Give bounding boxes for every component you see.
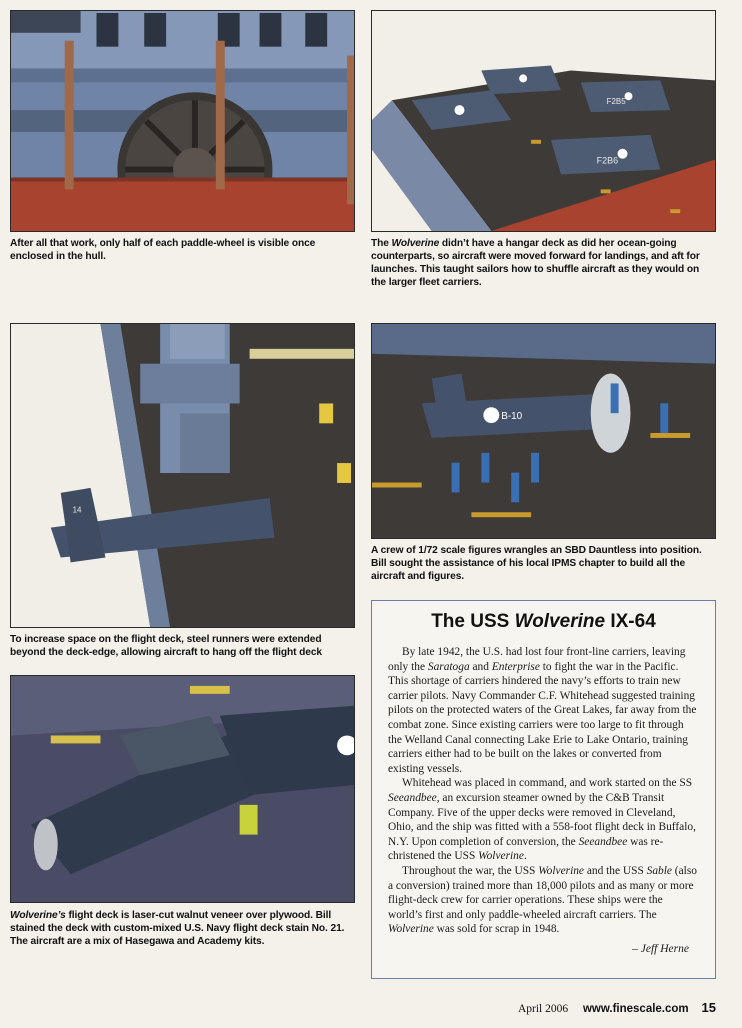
aircraft-code-label: F2B5 bbox=[606, 97, 626, 107]
sidebar-title: The USS Wolverine IX-64 bbox=[431, 611, 656, 632]
sidebar-body bbox=[388, 645, 699, 937]
ship-name: Wolverine bbox=[391, 238, 440, 249]
ship-name: Wolverine’s bbox=[10, 910, 66, 921]
caption-runners: To increase space on the flight deck, steel runners were extended beyond the deck-edge, allowing aircraft to hang off the flight deck bbox=[10, 634, 322, 658]
photo-sbd-dauntless bbox=[371, 323, 716, 539]
caption-text: After all that work, only half of each paddle-wheel is visible once enclosed in the hull. bbox=[10, 238, 316, 262]
photo-deck-closeup-aircraft bbox=[10, 675, 355, 903]
caption-flight-deck: Wolverine’s flight deck is laser-cut walnut veneer over plywood. Bill stained the deck with custom-mixed U.S. Navy flight deck stain No. 21. The aircraft are a mix of Hasegawa and Academy kits. bbox=[10, 910, 345, 947]
website-link[interactable]: www.finescale.com bbox=[582, 1003, 689, 1015]
aircraft-code-label: F2B6 bbox=[596, 155, 619, 166]
caption-hangar-deck: The Wolverine didn’t have a hangar deck as did her ocean-going counterparts, so aircraft were moved forward for landings, and aft for launches. This taught sailors how to shuffle aircraft as they would on the larger fleet carriers. bbox=[371, 238, 700, 288]
photo-island-runners bbox=[10, 323, 355, 628]
photo-paddle-wheel bbox=[10, 10, 355, 232]
aircraft-code-label: 14 bbox=[72, 505, 82, 515]
aircraft-code-label: B-10 bbox=[501, 411, 523, 423]
caption-dauntless: A crew of 1/72 scale figures wrangles an SBD Dauntless into position. Bill sought the assistance of his local IPMS chapter to build all the aircraft and figures. bbox=[371, 545, 702, 582]
photo-carrier-deck-aircraft bbox=[371, 10, 716, 232]
paragraph: Whitehead was placed in command, and work started on the SS Seeandbee, an excursion steamer owned by the C&B Transit Company. Five of the upper decks were removed in Cleveland, Ohio, and the ship was fitted with a 558-foot flight deck in Buffalo, N.Y. Upon completion of conversion, the Seeandbee was re-christened the USS Wolverine. bbox=[388, 777, 696, 863]
byline: – Jeff Herne bbox=[632, 942, 689, 955]
caption-paddle-wheel bbox=[10, 237, 355, 263]
paragraph: By late 1942, the U.S. had lost four front-line carriers, leaving only the Saratoga and Enterprise to fight the war in the Pacific. This shortage of carriers hindered the navy’s efforts to train new carrier pilots. Navy Commander C.F. Whitehead suggested training pilots on the protected waters of the Great Lakes, far away from the combat zone. Since existing carriers were too large to fit through the Welland Canal connecting Lake Erie to Lake Ontario, training carriers either had to be built on the lakes or converted from existing vessels. bbox=[388, 646, 697, 775]
sidebar-article bbox=[371, 600, 716, 979]
page-number: 15 bbox=[701, 1000, 716, 1015]
page-footer bbox=[518, 1000, 716, 1015]
issue-date: April 2006 bbox=[517, 1003, 569, 1015]
paragraph: Throughout the war, the USS Wolverine and the USS Sable (also a conversion) trained more than 18,000 pilots and as many or more flight-deck crew for carrier operations. These ships were the world’s first and only paddle-wheeled aircraft carriers. The Wolverine was sold for scrap in 1948. bbox=[388, 864, 697, 936]
